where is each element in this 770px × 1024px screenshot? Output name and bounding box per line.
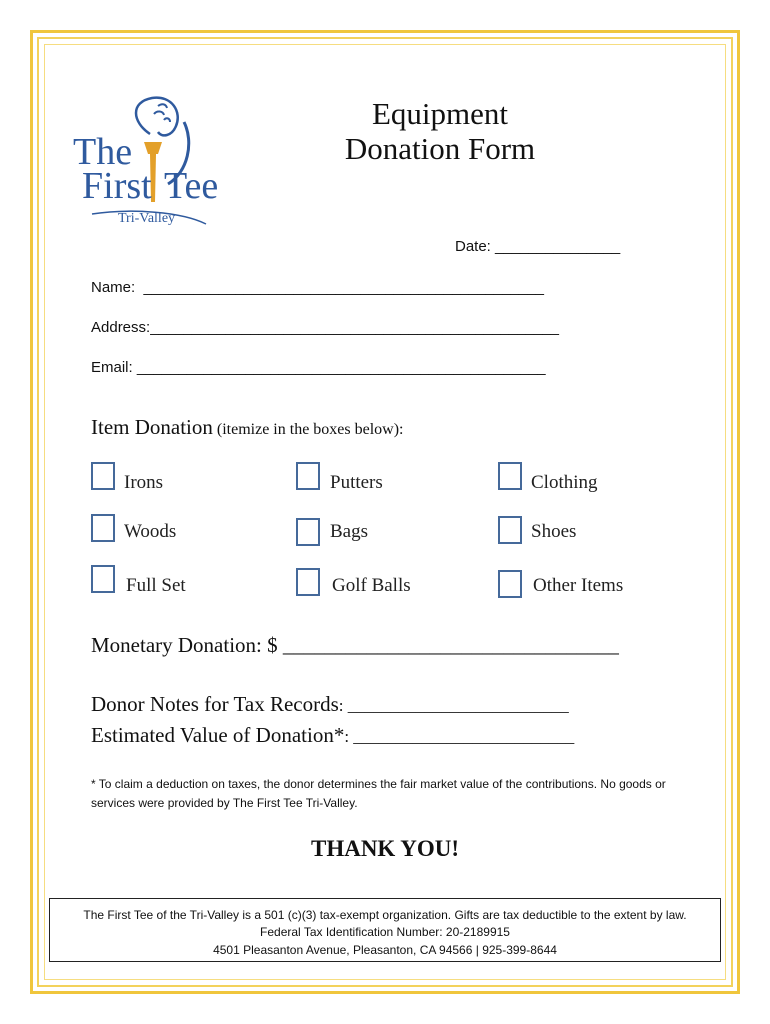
shoes-checkbox[interactable] xyxy=(498,516,522,544)
bags-checkbox[interactable] xyxy=(296,518,320,546)
woods-checkbox[interactable] xyxy=(91,514,115,542)
date-label: Date: xyxy=(455,238,491,255)
monetary-donation-row xyxy=(91,633,619,658)
footer-line-2: Federal Tax Identification Number: 20-2189915 xyxy=(260,925,510,940)
form-title xyxy=(300,96,580,167)
logo-text-the: The xyxy=(73,131,133,173)
footer-line-3: 4501 Pleasanton Avenue, Pleasanton, CA 94566 | 925-399-8644 xyxy=(213,942,557,957)
address-row xyxy=(91,319,559,336)
form-title-line2: Donation Form xyxy=(344,131,536,167)
bags-label: Bags xyxy=(330,521,368,542)
address-label: Address: xyxy=(91,319,151,336)
woods-label: Woods xyxy=(124,521,177,542)
golf-balls-label: Golf Balls xyxy=(332,575,411,596)
golf-balls-checkbox[interactable] xyxy=(296,568,320,596)
date-row xyxy=(455,238,620,255)
name-row xyxy=(91,279,544,296)
logo-text-tee: Tee xyxy=(164,165,219,207)
other-items-checkbox[interactable] xyxy=(498,570,522,598)
logo-subtitle: Tri-Valley xyxy=(118,211,176,226)
putters-checkbox[interactable] xyxy=(296,462,320,490)
thank-you-heading: THANK YOU! xyxy=(310,836,459,861)
clothing-label: Clothing xyxy=(531,472,598,493)
irons-checkbox[interactable] xyxy=(91,462,115,490)
other-items-label: Other Items xyxy=(533,575,624,596)
full-set-checkbox[interactable] xyxy=(91,565,115,593)
logo-text-first: First xyxy=(82,165,152,207)
email-label: Email: xyxy=(91,359,133,376)
date-field[interactable]: _______________ xyxy=(495,238,621,255)
item-donation-heading xyxy=(91,415,404,440)
form-title-line1: Equipment xyxy=(371,96,509,131)
donor-notes-label: Donor Notes for Tax Records xyxy=(91,692,339,716)
shoes-label: Shoes xyxy=(531,521,577,542)
monetary-donation-field[interactable]: ________________________________ xyxy=(277,633,619,657)
donor-notes-field[interactable]: : __________________________ xyxy=(338,696,569,715)
tax-footnote: * To claim a deduction on taxes, the donor determines the fair market value of the contributions. No goods or services were provided by The First Tee Tri-Valley. xyxy=(91,777,666,810)
first-tee-logo xyxy=(72,92,222,232)
name-label: Name: xyxy=(91,279,136,296)
estimated-value-label: Estimated Value of Donation* xyxy=(91,723,345,747)
email-row xyxy=(91,359,546,376)
donor-notes-row xyxy=(91,692,569,717)
estimated-value-row xyxy=(91,723,574,748)
monetary-donation-label: Monetary Donation: $ xyxy=(91,633,278,657)
address-field[interactable]: _________________________________________________ xyxy=(150,319,559,336)
clothing-checkbox[interactable] xyxy=(498,462,522,490)
irons-label: Irons xyxy=(124,472,164,493)
email-field[interactable]: _________________________________________________ xyxy=(132,359,546,376)
footer-line-1: The First Tee of the Tri-Valley is a 501 (c)(3) tax-exempt organization. Gifts are tax deductible to the extent by law. xyxy=(83,908,687,922)
logo-graphic xyxy=(72,92,222,232)
putters-label: Putters xyxy=(330,472,383,493)
name-field[interactable]: ________________________________________________ xyxy=(135,279,544,296)
full-set-label: Full Set xyxy=(126,575,186,596)
item-donation-hint: (itemize in the boxes below): xyxy=(212,421,404,438)
estimated-value-field[interactable]: : __________________________ xyxy=(344,727,575,746)
footer-box xyxy=(49,898,721,962)
item-donation-title: Item Donation xyxy=(91,415,213,439)
